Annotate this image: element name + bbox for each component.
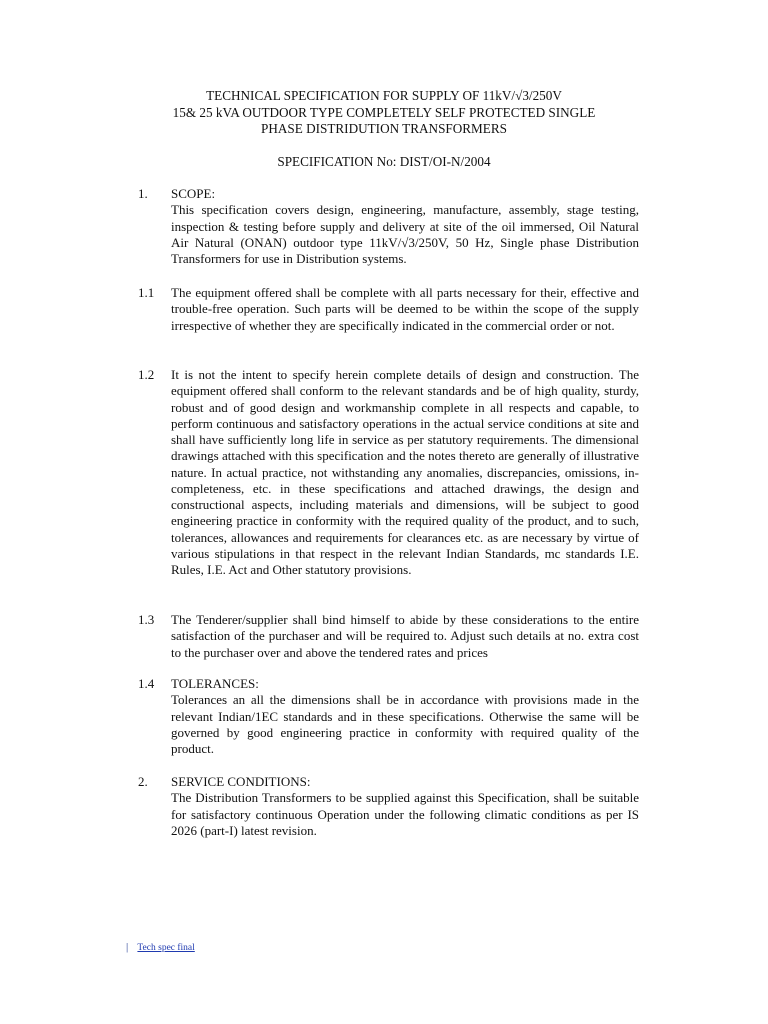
- footer-separator: |: [126, 941, 129, 953]
- section-heading: TOLERANCES:: [171, 676, 259, 691]
- section-number: 1.: [138, 186, 148, 201]
- specification-number: SPECIFICATION No: DIST/OI-N/2004: [277, 154, 491, 169]
- title-line-2: 15& 25 kVA OUTDOOR TYPE COMPLETELY SELF PROTECTED SINGLE: [172, 104, 596, 120]
- title-line-1: TECHNICAL SPECIFICATION FOR SUPPLY OF 11kV/√3/250V: [206, 88, 562, 103]
- section-text: The Distribution Transformers to be supplied against this Specification, shall be suitable for satisfactory continuous Operation under the following climatic conditions as per IS 2026 (part-I) latest revision.: [171, 790, 639, 838]
- section-number: 1.2: [138, 367, 155, 382]
- section-1-4-tolerances: [138, 676, 639, 757]
- section-heading: SERVICE CONDITIONS:: [171, 774, 311, 789]
- page-footer: [126, 941, 195, 954]
- section-text: It is not the intent to specify herein complete details of design and construction. The equipment offered shall conform to the relevant standards and be of high quality, sturdy, robust and of good design and workmanship complete in all respects and capable, to perform continuous and satisfactory operations in the actual service conditions at site and shall have sufficiently long life in service as per statutory requirements. The dimensional drawings attached with this specification and the notes thereto are generally of illustrative nature. In actual practice, not withstanding any anomalies, discrepancies, omissions, in-completeness, etc. in these specifications and attached drawings, the design and constructional aspects, including materials and dimensions, will be subject to good engineering practice in conformity with the required quality of the product, and to such, tolerances, allowances and requirements for clearances etc. as are necessary by virtue of various stipulations in that respect in the relevant Indian Standards, mc standards I.E. Rules, I.E. Act and Other statutory provisions.: [171, 367, 639, 577]
- section-1-1: [138, 285, 639, 334]
- section-number: 1.3: [138, 612, 155, 627]
- section-1-scope: [138, 186, 639, 267]
- footer-document-link[interactable]: Tech spec final: [137, 943, 195, 953]
- section-text: Tolerances an all the dimensions shall be in accordance with provisions made in the relevant Indian/1EC standards and in these specifications. Otherwise the same will be governed by good engineering practice in conformity with required quality of the product.: [171, 692, 639, 756]
- section-number: 2.: [138, 774, 148, 789]
- section-2-service-conditions: [138, 774, 639, 839]
- title-line-3: PHASE DISTRIDUTION TRANSFORMERS: [261, 121, 507, 136]
- section-1-3: [138, 612, 639, 661]
- section-text: The equipment offered shall be complete with all parts necessary for their, effective and trouble-free operation. Such parts will be deemed to be within the scope of the supply irrespective of whether they are specifically indicated in the commercial order or not.: [171, 285, 639, 333]
- section-text: This specification covers design, engineering, manufacture, assembly, stage testing, inspection & testing before supply and delivery at site of the oil immersed, Oil Natural Air Natural (ONAN) outdoor type 11kV/√3/250V, 50 Hz, Single phase Distribution Transformers for use in Distribution systems.: [171, 202, 639, 266]
- section-text: The Tenderer/supplier shall bind himself to abide by these considerations to the entire satisfaction of the purchaser and will be required to. Adjust such details at no. extra cost to the purchaser over and above the tendered rates and prices: [171, 612, 639, 660]
- section-1-2: [138, 367, 639, 578]
- document-title: [0, 88, 768, 138]
- section-number: 1.4: [138, 676, 155, 691]
- section-number: 1.1: [138, 285, 155, 300]
- section-heading: SCOPE:: [171, 186, 216, 201]
